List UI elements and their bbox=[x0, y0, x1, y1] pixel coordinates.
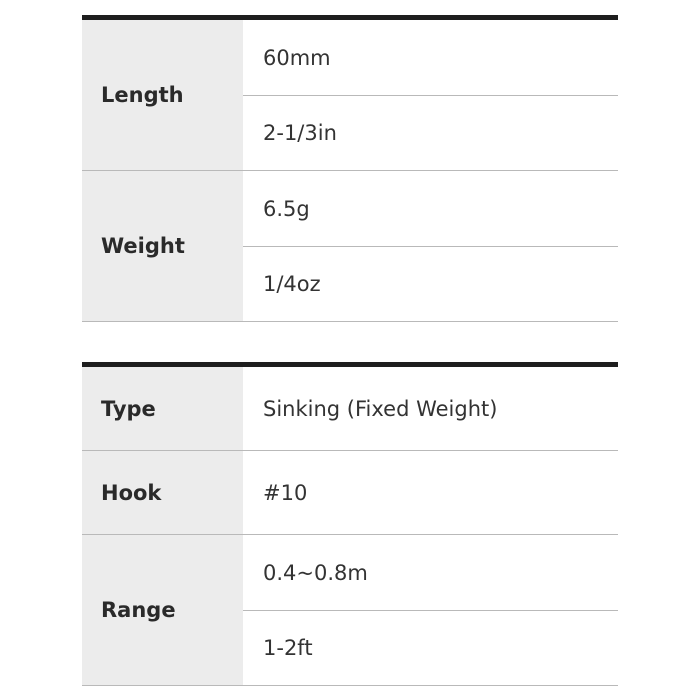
spec-row-range bbox=[82, 535, 618, 686]
spec-row-type bbox=[82, 367, 618, 451]
spec-value: 6.5g bbox=[263, 196, 310, 221]
spec-label: Length bbox=[82, 20, 243, 170]
spec-value: 1/4oz bbox=[243, 246, 618, 321]
spec-label: Hook bbox=[82, 451, 243, 534]
spec-values bbox=[243, 171, 618, 321]
spec-label: Type bbox=[82, 367, 243, 450]
spec-values bbox=[243, 451, 618, 534]
spec-value: #10 bbox=[263, 480, 308, 505]
spec-value: 1-2ft bbox=[243, 610, 618, 685]
spec-row-hook bbox=[82, 451, 618, 535]
spec-value: 0.4~0.8m bbox=[263, 560, 368, 585]
spec-row-length bbox=[82, 20, 618, 171]
spec-value: 2-1/3in bbox=[243, 95, 618, 170]
spec-row-weight bbox=[82, 171, 618, 322]
spec-table-primary bbox=[82, 15, 618, 322]
spec-value: 60mm bbox=[263, 45, 331, 70]
spec-values bbox=[243, 20, 618, 170]
spec-value: Sinking (Fixed Weight) bbox=[263, 396, 498, 421]
spec-label: Weight bbox=[82, 171, 243, 321]
spec-table-secondary bbox=[82, 362, 618, 686]
spec-values bbox=[243, 367, 618, 450]
spec-values bbox=[243, 535, 618, 685]
spec-label: Range bbox=[82, 535, 243, 685]
